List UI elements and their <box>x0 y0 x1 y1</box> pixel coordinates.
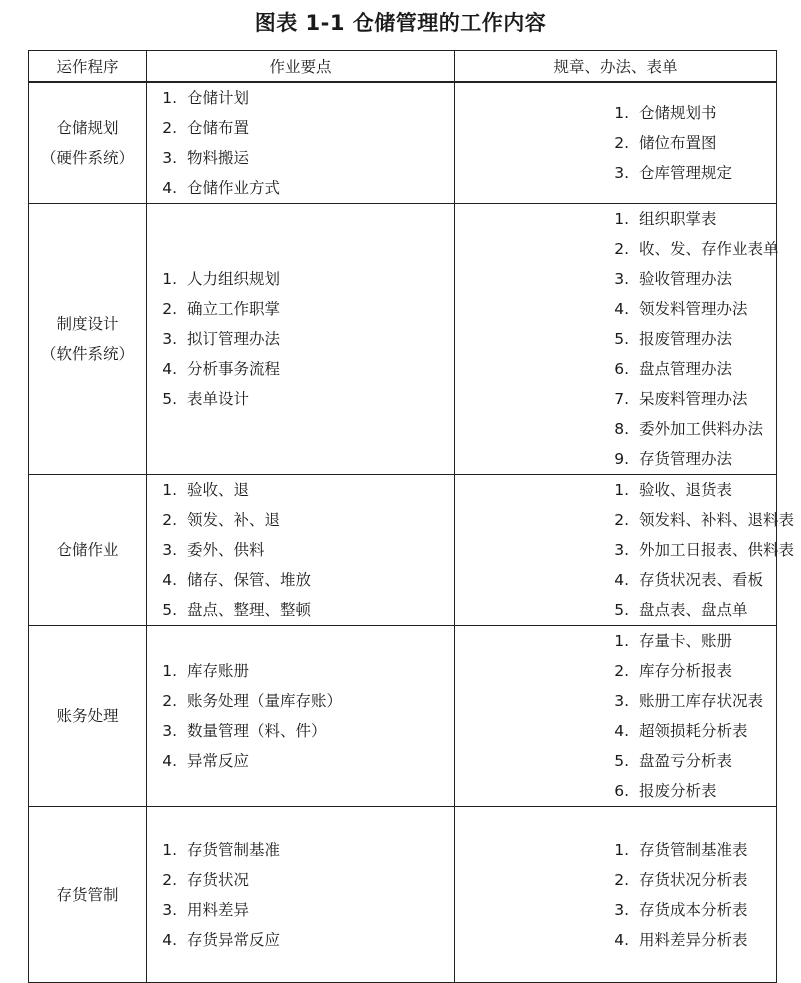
item-number: 5. <box>614 601 629 619</box>
rules-cell <box>455 807 777 983</box>
points-list <box>147 83 454 203</box>
item-text: 领发、补、退 <box>187 511 281 529</box>
item-text: 账务处理（量库存账） <box>187 692 343 710</box>
list-item <box>147 746 454 776</box>
item-text: 领发料、补料、退料表 <box>639 511 795 529</box>
item-number: 3. <box>614 270 629 288</box>
list-item <box>147 895 454 925</box>
item-text: 存货状况 <box>187 870 250 889</box>
list-item <box>147 475 454 505</box>
list-item <box>147 656 454 686</box>
procedure-label: 存货管制 <box>56 885 119 904</box>
list-item <box>455 384 776 414</box>
list-item <box>147 173 454 203</box>
item-text: 数量管理（料、件） <box>187 722 327 740</box>
item-number: 6. <box>614 782 629 800</box>
header-rules: 规章、办法、表单 <box>455 51 777 83</box>
list-item <box>147 716 454 746</box>
item-text: 存货异常反应 <box>187 930 281 949</box>
item-number: 4. <box>162 360 177 378</box>
item-text: 存量卡、账册 <box>639 632 733 650</box>
points-cell <box>147 807 455 983</box>
item-text: 盘盈亏分析表 <box>639 752 733 770</box>
list-item <box>455 98 776 128</box>
item-text: 仓储计划 <box>187 89 250 107</box>
points-list <box>147 835 454 955</box>
list-item <box>147 324 454 354</box>
rules-cell <box>455 82 777 204</box>
item-text: 报废分析表 <box>639 782 717 800</box>
item-number: 3. <box>614 900 629 919</box>
item-text: 呆废料管理办法 <box>639 390 748 408</box>
item-text: 委外加工供料办法 <box>639 420 764 438</box>
item-number: 5. <box>162 601 177 619</box>
item-text: 用料差异 <box>187 900 250 919</box>
list-item <box>147 294 454 324</box>
item-number: 1. <box>162 840 177 859</box>
item-number: 5. <box>614 752 629 770</box>
table-header-row <box>29 51 777 83</box>
rules-list <box>455 204 779 474</box>
item-text: 验收管理办法 <box>639 270 733 288</box>
item-text: 收、发、存作业表单 <box>639 240 779 258</box>
item-text: 人力组织规划 <box>187 270 281 288</box>
list-item <box>147 264 454 294</box>
item-text: 存货成本分析表 <box>639 900 748 919</box>
item-number: 4. <box>614 300 629 318</box>
item-text: 仓储作业方式 <box>187 179 281 197</box>
item-text: 仓储规划书 <box>639 104 717 122</box>
table-row <box>29 204 777 475</box>
rules-cell <box>455 475 795 626</box>
procedure-label: 制度设计 <box>56 315 119 333</box>
item-number: 2. <box>162 692 177 710</box>
list-item <box>147 113 454 143</box>
item-text: 仓储布置 <box>187 119 250 137</box>
list-item <box>455 264 776 294</box>
item-text: 储位布置图 <box>639 134 717 152</box>
item-text: 用料差异分析表 <box>639 930 748 949</box>
item-number: 3. <box>162 541 177 559</box>
item-text: 盘点管理办法 <box>639 360 733 378</box>
item-text: 存货状况分析表 <box>639 870 748 889</box>
item-text: 存货管制基准表 <box>639 840 748 859</box>
points-cell <box>147 475 455 626</box>
points-cell <box>147 82 455 204</box>
item-number: 2. <box>162 119 177 137</box>
list-item <box>147 505 454 535</box>
list-item <box>455 158 776 188</box>
list-item <box>147 143 454 173</box>
list-item <box>147 354 454 384</box>
item-number: 4. <box>614 571 629 589</box>
item-number: 2. <box>162 300 177 318</box>
header-points: 作业要点 <box>147 51 455 83</box>
item-number: 2. <box>162 511 177 529</box>
item-text: 委外、供料 <box>187 541 265 559</box>
item-number: 7. <box>614 390 629 408</box>
item-text: 盘点表、盘点单 <box>639 601 748 619</box>
item-number: 1. <box>614 104 629 122</box>
item-text: 拟订管理办法 <box>187 330 281 348</box>
table-row <box>29 475 777 626</box>
list-item <box>455 505 795 535</box>
list-item <box>455 354 776 384</box>
item-number: 1. <box>614 632 629 650</box>
warehouse-management-table <box>28 50 795 983</box>
item-text: 仓库管理规定 <box>639 164 733 182</box>
list-item <box>147 565 454 595</box>
points-list <box>147 656 454 776</box>
list-item <box>455 895 776 925</box>
header-procedure: 运作程序 <box>29 51 147 83</box>
item-number: 1. <box>162 89 177 107</box>
list-item <box>455 746 776 776</box>
rules-list <box>455 98 776 188</box>
list-item <box>147 835 454 865</box>
list-item <box>147 865 454 895</box>
item-text: 验收、退货表 <box>639 481 733 499</box>
item-text: 报废管理办法 <box>639 330 733 348</box>
item-number: 5. <box>614 330 629 348</box>
item-number: 1. <box>162 662 177 680</box>
item-number: 4. <box>614 930 629 949</box>
rules-cell <box>455 626 777 807</box>
points-list <box>147 264 454 414</box>
list-item <box>455 925 776 955</box>
list-item <box>455 294 776 324</box>
points-cell <box>147 626 455 807</box>
item-text: 分析事务流程 <box>187 360 281 378</box>
procedure-label: 仓储规划 <box>56 119 119 137</box>
list-item <box>147 384 454 414</box>
item-number: 3. <box>162 722 177 740</box>
list-item <box>455 234 779 264</box>
item-number: 3. <box>162 330 177 348</box>
item-number: 9. <box>614 450 629 468</box>
item-number: 2. <box>162 870 177 889</box>
list-item <box>455 204 776 234</box>
table-row <box>29 807 777 983</box>
item-text: 外加工日报表、供料表 <box>639 541 795 559</box>
list-item <box>147 535 454 565</box>
item-number: 8. <box>614 420 629 438</box>
item-text: 物料搬运 <box>187 149 250 167</box>
rules-list <box>455 475 795 625</box>
item-text: 存货状况表、看板 <box>639 571 764 589</box>
item-text: 验收、退 <box>187 481 250 499</box>
item-number: 1. <box>162 481 177 499</box>
item-number: 4. <box>614 722 629 740</box>
item-text: 确立工作职掌 <box>187 300 281 318</box>
table-row <box>29 82 777 204</box>
item-number: 4. <box>162 179 177 197</box>
list-item <box>455 776 776 806</box>
list-item <box>455 626 776 656</box>
item-number: 3. <box>162 900 177 919</box>
list-item <box>147 595 454 625</box>
list-item <box>455 595 776 625</box>
item-number: 1. <box>614 481 629 499</box>
list-item <box>455 475 776 505</box>
item-number: 1. <box>614 840 629 859</box>
item-number: 2. <box>614 240 629 258</box>
item-text: 表单设计 <box>187 390 250 408</box>
item-number: 4. <box>162 571 177 589</box>
list-item <box>147 686 454 716</box>
rules-cell <box>455 204 777 475</box>
list-item <box>455 128 776 158</box>
item-number: 2. <box>614 662 629 680</box>
item-text: 组织职掌表 <box>639 210 717 228</box>
list-item <box>147 925 454 955</box>
item-number: 4. <box>162 752 177 770</box>
rules-list <box>455 626 776 806</box>
rules-list <box>455 835 776 955</box>
item-text: 储存、保管、堆放 <box>187 571 312 589</box>
item-text: 领发料管理办法 <box>639 300 748 318</box>
list-item <box>455 656 776 686</box>
item-number: 5. <box>162 390 177 408</box>
item-number: 2. <box>614 134 629 152</box>
item-number: 2. <box>614 870 629 889</box>
item-number: 6. <box>614 360 629 378</box>
item-text: 库存分析报表 <box>639 662 733 680</box>
item-number: 3. <box>614 692 629 710</box>
item-number: 3. <box>162 149 177 167</box>
points-list <box>147 475 454 625</box>
procedure-label: 仓储作业 <box>56 541 119 559</box>
list-item <box>455 716 776 746</box>
list-item <box>455 686 776 716</box>
points-cell <box>147 204 455 475</box>
item-number: 1. <box>614 210 629 228</box>
item-number: 2. <box>614 511 629 529</box>
list-item <box>147 83 454 113</box>
list-item <box>455 414 776 444</box>
item-text: 盘点、整理、整顿 <box>187 601 312 619</box>
item-text: 存货管理办法 <box>639 450 733 468</box>
item-text: 异常反应 <box>187 752 250 770</box>
procedure-label: （硬件系统） <box>40 149 134 167</box>
item-number: 3. <box>614 541 629 559</box>
item-number: 3. <box>614 164 629 182</box>
item-text: 存货管制基准 <box>187 840 281 859</box>
list-item <box>455 835 776 865</box>
list-item <box>455 444 776 474</box>
list-item <box>455 535 795 565</box>
item-text: 超领损耗分析表 <box>639 722 748 740</box>
procedure-label: 账务处理 <box>56 707 119 725</box>
item-number: 4. <box>162 930 177 949</box>
page-title: 图表 1-1 仓储管理的工作内容 <box>254 11 547 35</box>
list-item <box>455 865 776 895</box>
item-text: 库存账册 <box>187 662 250 680</box>
item-number: 1. <box>162 270 177 288</box>
procedure-label: （软件系统） <box>40 345 134 363</box>
list-item <box>455 324 776 354</box>
list-item <box>455 565 776 595</box>
item-text: 账册工库存状况表 <box>639 692 764 710</box>
table-row <box>29 626 777 807</box>
